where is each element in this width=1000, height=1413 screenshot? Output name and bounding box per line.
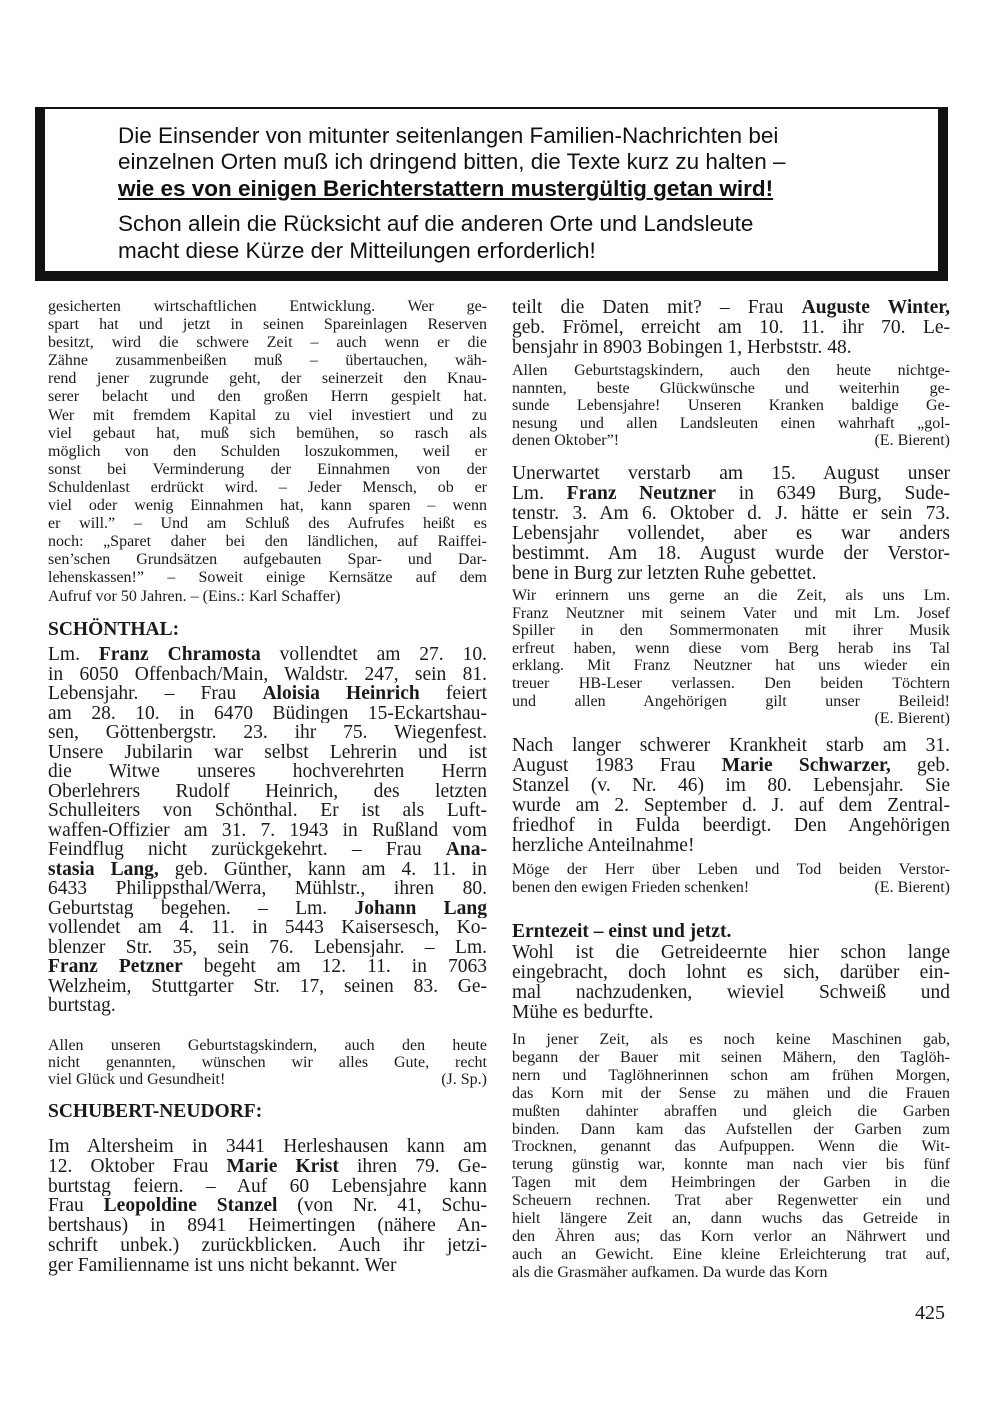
text-line (512, 879, 950, 897)
text-run: die Witwe unseres hochverehrten Herrn (48, 762, 487, 782)
text-line (512, 415, 950, 433)
text-run: am 28. 10. in 6470 Büdingen 15-Eckartshau- (48, 703, 487, 723)
text-line (48, 1196, 487, 1216)
text-line (512, 484, 950, 504)
text-line (48, 879, 487, 899)
text-line (512, 1138, 950, 1156)
text-run: friedhof in Fulda beerdigt. Den Angehörigen (512, 816, 950, 836)
text-line (48, 479, 487, 497)
text-run: Spiller in den Sommermonaten mit ihrer Musik (512, 622, 950, 640)
author-signature: (J. Sp.) (441, 1071, 487, 1088)
text-run: sen’schen Grundsätzen aufgebauten Spar- und Dar- (48, 551, 487, 569)
text-run: sonst bei Verminderung der Einnahmen von der (48, 460, 487, 478)
text-line (512, 816, 950, 836)
text-line (48, 533, 487, 551)
text-run: schrift unbek.) zurückblicken. Auch ihr jetzi- (48, 1235, 487, 1256)
bold-name: Auguste Winter, (801, 298, 950, 318)
text-line (512, 861, 950, 879)
text-run: denen Oktober”! (512, 432, 620, 449)
section-heading-schoenthal: SCHÖNTHAL: (48, 619, 180, 640)
text-run: treuer HB-Leser verlassen. Den beiden Töchtern (512, 674, 950, 692)
text-line (48, 370, 487, 388)
text-run: Geburtstag begehen. – Lm. (48, 898, 355, 918)
bold-name: stasia Lang, (48, 859, 159, 879)
text-run: Allen Geburtstagskindern, auch den heute nichtge- (512, 362, 950, 379)
schubert-paragraph (48, 1137, 487, 1276)
bold-name: Franz Neutzner (566, 484, 717, 504)
text-run: Aufruf vor 50 Jahren. – (Eins.: Karl Schaffer) (48, 587, 341, 605)
text-run: in 6050 Offenbach/Main, Waldstr. 247, sein 81. (48, 664, 487, 684)
author-signature: (E. Bierent) (874, 710, 950, 728)
text-line (512, 1049, 950, 1067)
text-line (48, 569, 487, 587)
text-run: auch an Gewicht. Eine kleine Erleichterung trat auf, (512, 1245, 950, 1263)
notice-line: einzelnen Orten muß ich dringend bitten, die Texte kurz zu halten – (118, 149, 786, 174)
text-run: Lebensjahr vollendet, aber es war anders (512, 524, 950, 544)
text-run: Unsere Jubilarin war selbst Lehrerin und ist (48, 742, 487, 762)
text-run: serer belacht und den großen Herrn gespielt hat. (48, 388, 487, 406)
text-line (48, 588, 487, 606)
text-line (512, 943, 950, 963)
text-line (512, 1228, 950, 1246)
text-line (48, 352, 487, 370)
text-line (48, 443, 487, 461)
text-line (512, 1085, 950, 1103)
text-run: Mühe es bedurfte. (512, 1003, 654, 1023)
text-line (48, 957, 487, 977)
text-line (512, 736, 950, 756)
text-line (48, 316, 487, 334)
text-line (48, 743, 487, 763)
text-run: besitzt, wird die schwere Zeit – auch wenn er die (48, 334, 487, 352)
text-run: 12. Oktober Frau (48, 1156, 227, 1177)
text-line (48, 684, 487, 704)
text-run: wurde am 2. September d. J. auf dem Zentral- (512, 796, 950, 816)
text-run: nannten, beste Glückwünsche und weiterhin ge- (512, 379, 950, 397)
text-run: begeht am 12. 11. in 7063 (182, 957, 487, 977)
text-run: hielt längere Zeit an, dann wuchs das Getreide in (512, 1210, 950, 1228)
text-run: Schuldenlast erdrückt wird. – Jeder Mensch, ob er (48, 478, 487, 496)
text-run: rend jener zugrunde geht, der seinerzeit den Knau- (48, 370, 487, 388)
winter-paragraph (512, 298, 950, 358)
text-line (48, 407, 487, 425)
text-line (48, 1137, 487, 1157)
text-run: gesicherten wirtschaftlichen Entwicklung. Wer ge- (48, 298, 487, 315)
text-line (512, 640, 950, 658)
text-line (512, 622, 950, 640)
text-line (48, 840, 487, 860)
text-run: benen den ewigen Frieden schenken! (512, 878, 750, 896)
text-run: Tagen mit dem Heimbringen der Garben in die (512, 1174, 950, 1192)
bold-name: Leopoldine Stanzel (103, 1196, 278, 1217)
text-line (512, 836, 950, 856)
text-line (512, 1192, 950, 1210)
article-heading-ernte: Erntezeit – einst und jetzt. (512, 921, 732, 942)
text-line (48, 1037, 487, 1054)
text-run: tenstr. 3. Am 6. Oktober d. J. hätte er sein 73. (512, 504, 950, 524)
text-run: viel gebaut hat, muß sich bemühen, so rasch als (48, 424, 487, 442)
text-line (512, 1067, 950, 1085)
text-line (512, 1174, 950, 1192)
text-run: bene in Burg zur letzten Ruhe gebettet. (512, 564, 817, 584)
text-run: Oberlehrers Rudolf Heinrich, des letzten (48, 781, 487, 801)
text-line (48, 551, 487, 569)
text-run: Frau (48, 1196, 104, 1217)
neutzner-paragraph (512, 464, 950, 584)
text-run: und allen Angehörigen gilt unser Beileid! (512, 692, 950, 710)
text-run: viel Glück und Gesundheit! (48, 1071, 226, 1088)
text-line (48, 899, 487, 919)
text-run: nern und Taglöhnerinnen schon am frühen Morgen, (512, 1066, 950, 1084)
text-line (512, 587, 950, 605)
text-run: spart hat und jetzt in seinen Spareinlagen Reserven (48, 316, 487, 334)
text-run: herzliche Anteilnahme! (512, 836, 695, 856)
text-run: eingebracht, doch lohnt es sich, darüber ein- (512, 963, 950, 983)
text-run: geb. Günther, kann am 4. 11. in (158, 859, 487, 879)
text-run: Trocknen, genannt das Aufpuppen. Wenn die Wit- (512, 1138, 950, 1156)
text-line (512, 693, 950, 711)
text-run: (von Nr. 41, Schu- (277, 1196, 487, 1217)
prayer-paragraph (512, 861, 950, 896)
text-line (48, 704, 487, 724)
bold-name: Franz Chramosta (98, 645, 261, 665)
text-line (48, 1236, 487, 1256)
bold-name: Marie Krist (226, 1156, 339, 1177)
text-run: lehenskassen!” – Soweit einige Kernsätze auf dem (48, 569, 487, 587)
text-run: er will.” – Und am Schluß des Aufrufes heißt es (48, 515, 487, 533)
text-line (48, 1177, 487, 1197)
schoenthal-paragraph (48, 645, 487, 1016)
author-signature: (E. Bierent) (874, 432, 950, 449)
text-run: vollendet am 4. 11. in 5443 Kaisersesch, Ko- (48, 918, 487, 938)
text-run: terung günstig war, konnte man nach vier bis fünf (512, 1156, 950, 1174)
text-line (48, 645, 487, 665)
bold-name: Marie Schwarzer, (721, 756, 891, 776)
text-run: blenzer Str. 35, sein 76. Lebensjahr. – Lm. (48, 937, 487, 957)
text-run: erfreut haben, wenn diese vom Berg herab ins Tal (512, 639, 950, 657)
editor-notice-box (35, 107, 948, 281)
text-run: begann der Bauer mit seinen Mähern, den Taglöh- (512, 1048, 950, 1066)
text-line (512, 983, 950, 1003)
text-run: August 1983 Frau (512, 756, 722, 776)
text-line (48, 334, 487, 352)
text-line (512, 1121, 950, 1139)
text-run: Wohl ist die Getreideernte hier schon lange (512, 943, 950, 963)
text-run: Franz Neutzner mit seinem Vater und mit Lm. Josef (512, 604, 950, 622)
text-run: burtstag feiern. – Auf 60 Lebensjahre kann (48, 1176, 487, 1197)
text-run: Lebensjahr. – Frau (48, 684, 263, 704)
text-line (48, 388, 487, 406)
text-run: teilt die Daten mit? – Frau (512, 298, 802, 318)
text-line (512, 1210, 950, 1228)
text-run: sen, Göttenbergstr. 23. ihr 75. Wiegenfest. (48, 723, 487, 743)
bold-name: Johann Lang (354, 898, 487, 918)
text-run: Feindflug nicht zurückgekehrt. – Frau (48, 840, 446, 860)
text-line (512, 338, 950, 358)
text-line (48, 425, 487, 443)
text-run: das Korn mit der Sense zu mähen und die Frauen (512, 1084, 950, 1102)
text-run: bestimmt. Am 18. August wurde der Verstor- (512, 544, 950, 564)
text-line (48, 977, 487, 997)
text-line (512, 605, 950, 623)
schoenthal-wishes-paragraph (48, 1037, 487, 1088)
text-line (48, 821, 487, 841)
text-line (48, 665, 487, 685)
text-line (48, 860, 487, 880)
text-run: vollendtet am 27. 10. (260, 645, 487, 665)
wishes-paragraph (512, 362, 950, 450)
text-line (512, 657, 950, 675)
text-run: ihren 79. Ge- (338, 1156, 487, 1177)
text-line (48, 1071, 487, 1088)
text-line (512, 963, 950, 983)
text-line (48, 298, 487, 316)
text-line (512, 564, 950, 584)
text-line (48, 938, 487, 958)
text-run: Im Altersheim in 3441 Herleshausen kann am (48, 1137, 487, 1157)
text-line (48, 782, 487, 802)
section-heading-schubert-neudorf: SCHUBERT-NEUDORF: (48, 1101, 263, 1122)
text-line (48, 1157, 487, 1177)
text-run: Möge der Herr über Leben und Tod beiden Verstor- (512, 861, 950, 878)
text-run: den Ähren aus; das Korn verlor an Nährwert und (512, 1227, 950, 1245)
text-run: Welzheim, Stuttgarter Str. 17, seinen 83. Ge- (48, 976, 487, 996)
schwarzer-paragraph (512, 736, 950, 856)
text-line (512, 796, 950, 816)
text-run: geb. (890, 756, 950, 776)
text-line (48, 1256, 487, 1276)
text-line (512, 710, 950, 728)
text-line (512, 397, 950, 415)
text-run: bensjahr in 8903 Bobingen 1, Herbststr. 48. (512, 338, 852, 358)
text-line (48, 497, 487, 515)
text-run: Schulleiters von Schönthal. Er ist als Luft- (48, 801, 487, 821)
text-run: Lm. (48, 645, 99, 665)
bold-name: Franz Petzner (48, 957, 183, 977)
text-line (48, 1054, 487, 1071)
text-run: Wer mit fremdem Kapital zu viel investiert und zu (48, 406, 487, 424)
text-line (48, 918, 487, 938)
text-line (512, 756, 950, 776)
text-run: sunde Lebensjahre! Unseren Kranken baldige Ge- (512, 397, 950, 414)
ernte-body-paragraph (512, 1031, 950, 1282)
notice-line: Die Einsender von mitunter seitenlangen Familien-Nachrichten bei (118, 123, 779, 148)
intro-paragraph (48, 298, 487, 606)
text-run: Scheuern rechnen. Trat aber Regenwetter ein und (512, 1192, 950, 1210)
bold-name: Ana- (445, 840, 487, 860)
text-line (512, 362, 950, 380)
text-run: Lm. (512, 484, 567, 504)
text-line (512, 675, 950, 693)
text-line (48, 515, 487, 533)
text-line (512, 1003, 950, 1023)
text-line (512, 1031, 950, 1049)
text-line (512, 298, 950, 318)
page-number: 425 (915, 1302, 945, 1324)
text-line (512, 380, 950, 398)
notice-line: Schon allein die Rücksicht auf die anderen Orte und Landsleute (118, 211, 754, 236)
text-run: mußten dahinter abraffen und gleich die Garben (512, 1102, 950, 1120)
text-line (48, 461, 487, 479)
text-line (512, 318, 950, 338)
text-run: feiert (419, 684, 487, 704)
text-run: waffen-Offizier am 31. 7. 1943 in Rußland vom (48, 820, 487, 840)
text-line (48, 723, 487, 743)
notice-emphasis-line: wie es von einigen Berichterstattern mustergültig getan wird! (118, 176, 774, 201)
text-run: ger Familienname ist uns nicht bekannt. Wer (48, 1255, 397, 1276)
bold-name: Aloisia Heinrich (262, 684, 420, 704)
text-line (48, 1216, 487, 1236)
text-line (512, 1264, 950, 1282)
text-line (48, 996, 487, 1016)
text-run: Zähne zusammenbeißen muß – übertauchen, wäh- (48, 352, 487, 370)
text-line (512, 1246, 950, 1264)
text-run: In jener Zeit, als es noch keine Maschinen gab, (512, 1031, 950, 1048)
text-run: mal nachzudenken, wieviel Schweiß und (512, 983, 950, 1003)
text-run: Nach langer schwerer Krankheit starb am 31. (512, 736, 950, 756)
text-run: Allen unseren Geburtstagskindern, auch den heute (48, 1037, 487, 1054)
text-run: erklang. Mit Franz Neutzner hat uns wieder ein (512, 657, 950, 675)
text-line (512, 776, 950, 796)
text-line (512, 1103, 950, 1121)
text-run: noch: „Sparet daher bei den ländlichen, auf Raiffei- (48, 533, 487, 551)
text-run: in 6349 Burg, Sude- (716, 484, 950, 504)
text-run: 6433 Philippsthal/Werra, Mühlstr., ihren 80. (48, 879, 487, 899)
text-run: möglich von den Schulden loszukommen, weil er (48, 442, 487, 460)
text-line (512, 1156, 950, 1174)
neutzner-memory-paragraph (512, 587, 950, 728)
text-line (512, 504, 950, 524)
text-run: nesung und allen Landsleuten einen wahrhaft „gol- (512, 414, 950, 432)
text-run: geb. Frömel, erreicht am 10. 11. ihr 70. Le- (512, 318, 950, 338)
text-line (48, 762, 487, 782)
ernte-intro-paragraph (512, 943, 950, 1023)
text-line (512, 524, 950, 544)
text-run: binden. Dann kam das Aufstellen der Garben zum (512, 1120, 950, 1138)
text-run: nicht genannten, wünschen wir alles Gute, recht (48, 1054, 487, 1071)
author-signature: (E. Bierent) (874, 878, 950, 896)
text-line (512, 432, 950, 450)
text-run: als die Grasmäher aufkamen. Da wurde das Korn (512, 1263, 828, 1281)
text-run: Stanzel (v. Nr. 46) im 80. Lebensjahr. Sie (512, 776, 950, 796)
notice-line: macht diese Kürze der Mitteilungen erforderlich! (118, 238, 596, 263)
text-run: Wir erinnern uns gerne an die Zeit, als uns Lm. (512, 587, 950, 604)
text-line (512, 544, 950, 564)
text-run: burtstag. (48, 996, 116, 1016)
text-run: Unerwartet verstarb am 15. August unser (512, 464, 950, 484)
text-line (48, 801, 487, 821)
text-run: viel oder wenig Einnahmen hat, kann sparen – wenn (48, 497, 487, 515)
text-line (512, 464, 950, 484)
text-run: bertshaus) in 8941 Heimertingen (nähere An- (48, 1216, 487, 1236)
